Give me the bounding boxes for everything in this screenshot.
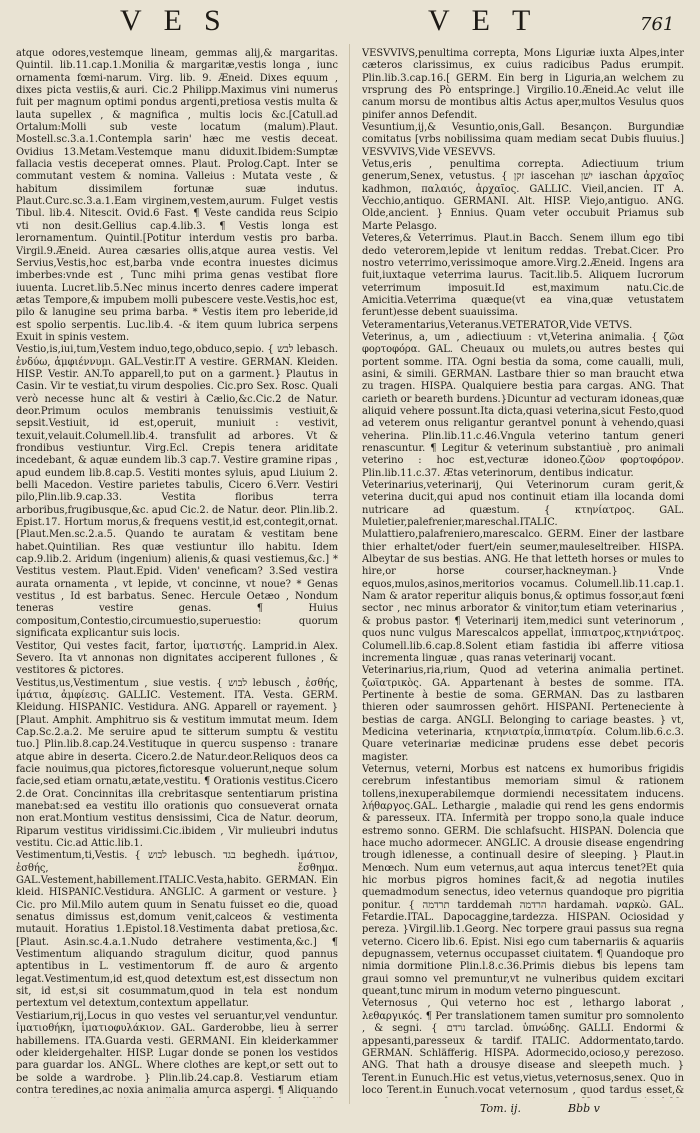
entry-veternus: Veternus, veterni, Morbus est natcens ex humoribus frigidis cerebrum infestantibus memoriam simul & rationem tollens,inexuperabilemque dormiendi necessitatem inducens. λήθαργος.GAL. Lethargie , maladie qui rend les gens endormis & paresseux. ITA. Infermità per troppo sono,la quale induce estremo sonno. GERM. Die schlafsucht. HISPAN. Dolencia que hace mucho adormecer. ANGLIC. A drousie disease engendring trough idlenesse, a continuall desire of sleeping. } Plaut.in Menœch. Num eum veternus,aut aqua intercus tenet?Et quia hic morbus pigros homines facit,& ad negotia inutiles quemadmodum senectus, ideo veternus quandoque pro pigritia ponitur. { תרדמה tarddemah הרדמה hardamah. ναρκὼ. GAL. Fetardie.ITAL. Dapocaggine,tardezza. HISPAN. Ociosidad y pereza. }Virgil.lib.1.Georg. Nec torpere graui passus sua regna veterno. Cicero lib.6. Epist. Nisi ego cum tabernariis & aquariis depugnassem, veternus occupasset ciuitatem. ¶ Quandoque pro nimia dormitione Plin.l.8.c.36.Primis diebus bis lepens tam graui somno vel premuntur,vt ne vulneribus quidem excitari queant,tunc mirum in modum veterno pinguescunt.	[362, 763, 684, 998]
entry-vestitus: Vestitus,us,Vestimentum , siue vestis. { לבוש lebusch , ἐσθής, ἱμάτια, ἀμφίεσις. GALLIC. Vestement. ITA. Vesta. GERM. Kleidung. HISPANIC. Vestidura. ANG. Apparell or rayement. } [Plaut. Amphit. Amphitruo sis & vestitum immutat meum. Idem Cap.Sc.2.a.2. Me seruire apud te sitterum sumptu & vestitu tuo.] Plin.lib.8.cap.24.Vestituque in quercu suspenso : tranare atque abire in deserta. Cicero.2.de Natur.deor.Reliquos deos ca facie nouimus,qua pictores,fictoresque voluerunt,neque solum facie,sed etiam ornatu,ætate,vestitu. ¶ Orationis vestitus.Cicero 2.de Orat. Concinnitas illa crebritasque sententiarum pristina manebat:sed ea vestitu illo orationis quo consueverat ornata non erat.Montium vestitus densissimi, Cica de Natur. deorum, Riparum vestitus viridissimi.Cic.ibidem , Vir mulieubri indutus vestitu. Cic.ad Attic.lib.1.	[16, 677, 338, 849]
footer-tome: Tom. ij.	[480, 1102, 521, 1115]
left-column	[16, 48, 338, 1098]
entry-veteramentarius: Veteramentarius,Veteranus.VETERATOR,Vide VETVS.	[362, 319, 633, 331]
column-divider	[349, 44, 350, 1104]
entry-vesuntium: Vesuntium,ij,& Vesuntio,onis,Gall. Besançon. Burgundiæ comitatus [vrbs nobilissima quam mediam secat Dubis fluuius.] VESVVIVS,Vide VESEVVS.	[362, 122, 684, 158]
entry-vestio: Vestio,is,iui,tum,Vestem induo,tego,obduco,sepio. { לבש lebasch. ἐνδύω, ἀμφιέννυμι. GAL.Vestir.IT A vestire. GERMAN. Kleiden. HISP. Vestir. AN.To apparell,to put on a garment.} Plautus in Casin. Vir te vestiat,tu virum despolies. Cic.pro Sex. Rosc. Quali verò necesse hunc alt & vestiri à Cælio,&c.Cic.2 de Natur. deor.Primum oculos membranis tenuissimis vestiuit,& sepsit.Vestiuit, id est,operuit, muniuit : vestivit, texuit,velauit.Columell.lib.4. transfulit ad arbores. Vt & frondibus vestiuntur. Virg.Ecl. Crepis tenera ariditate incedebant, & aquæ eundem lib.3 cap.7. Vestire gramine ripas , apud eundem lib.8.cap.5. Vestiti montes syluis, apud Liuium 2. belli Macedon. Vestire parietes tabulis, Cicero 6.Verr. Vestiri pilo,Plin.lib.9.cap.33. Vestita floribus terra arboribus,frugibusque,&c. apud Cic.2. de Natur. deor. Plin.lib.2. Epist.17. Hortum morus,& frequens vestit,id est,contegit,ornat. [Plaut.Men.sc.2.a.5. Quando te auratam & vestitam bene habet.Quintilian. Res quæ vestiuntur illo habitu. Idem cap.9.lib.2. Aridum (ingenium) alienis,& quasi vestiemus,&c.] * Vestitus vestem. Plaut.Epid. Viden' veneficam? 3.Sed vestira aurata ornamenta , vt lepide, vt concinne, vt noue? * Genas vestitus , Id est barbatus. Senec. Hercule Oetæo , Nondum teneras vestire genas. ¶ Huius compositum,Contestio,circumuestio,superuestio: quorum significata explicantur suis locis.	[16, 344, 338, 640]
entry-veternosus: Veternosus , Qui veterno hoc est , lethargo laborat , λεθαργικός. ¶ Per translationem tamen sumitur pro somnolento , & segni. { נרדם tarclad. ὑπνώδης. GALLI. Endormi & appesanti,paresseux & tardif. ITALIC. Addormentato,tardo. GERMAN. Schläfferig. HISPA. Adormecido,ocioso,y perezoso. ANG. That hath a drousye disease and sleepeth much. } Terent.in Eunuch.Hic est vetus,vietus,veternosus,senex. Quo in loco Terent.in Eunuch.vocat veternosum , quod tardus esset,&	[362, 998, 684, 1096]
entry-veterinarius-adj: Veterinarius,ria,rium, Quod ad veterina animalia pertinet. ζωϊατρικὸς. GA. Appartenant à bestes de somme. ITA. Pertinente à bestie de soma. GERMAN. Das zu lastbaren thieren oder saumrossen gehört. HISPANI. Perteneciente à bestias de carga. ANGLI. Belonging to cariage beastes. } vt, Medicina veterinaria, κτηνιατρία,ἱππιατρία. Colum.lib.6.c.3. Quare veterinariæ medicinæ prudens esse debet pecoris magister.	[362, 665, 684, 763]
right-column	[362, 48, 684, 1098]
entry-vesuvius: VESVVIVS,penultima correpta, Mons Liguriæ iuxta Alpes,inter cæteros clarissimus, ex cuius radicibus Padus erumpit. Plin.lib.3.cap.16.[ GERM. Ein berg in Liguria,an welchem zu vrsprung des Pò entspringe.] Virgilio.10.Æneid.Ac velut ille canum morsu de montibus altis Actus aper,multos Vesulus quos pinifer annos Defendit.	[362, 48, 684, 121]
entry-veteres: Veteres,& Veterrimus. Plaut.in Bacch. Senem illum ego tibi dedo veterorem,lepide vt lenitum reddas. Trebat.Cicer. Pro nostro veterrimo,verissimoque amore.Virg.2.Æneid. Ingens ara fuit,iuxtaque veterrima laurus. Tacit.lib.5. Aliquem Iucrorum veterrimum imposuit.Id est,maximum natu.Cic.de Amicitia.Veterrima quæque(vt ea vina,quæ vetustatem ferunt)esse debent suauissima.	[362, 233, 684, 319]
entry-veterinarius: Veterinarius,veterinarij, Qui Veterinorum curam gerit,& veterina ducit,qui apud nos continuit etiam illa locanda domi nutricare ad quæstum. { κτηνίατρος. GAL. Muletier,palefrenier,mareschal.ITALIC. Mulattiero,palafreniero,marescalco. GERM. Einer der lastbare thier erhaltet/oder fuert/ein seumer,mauleseltreiber. HISPA. Albeytar de sus bestias. ANG. He that letteth horses or mules to hire,or horse courser,hackneyman.} Vnde equos,mulos,asinos,meritorios vocamus. Columell.lib.11.cap.1. Nam & arator reperitur aliquis bonus,& optimus fossor,aut fœni sector , nec minus arborator & vinitor,tum etiam veterinarius , & probus pastor. ¶ Veterinarij item,medici sunt veterinorum , quos nunc vulgus Marescalcos appellat, ἱππιατρος,κτηνιάτρος. Columell.lib.6.cap.8.Solent etiam fastidia ibi afferre vitiosa incrementa linguæ , quas ranas veterinarij vocant.	[362, 480, 684, 664]
entry-vestimentum: Vestimentum,ti,Vestis. { לבוש lebusch. בגד beghedh. ἱμάτιον, ἐσθής, ἔσθημα. GAL.Vestement,habillement.ITALIC.Vesta,habito. GERMAN. Ein kleid. HISPANIC.Vestidura. ANGLIC. A garment or vesture. } Cic. pro Mil.Milo autem quum in Senatu fuisset eo die, quoad senatus dimissus est,domum venit,calceos & vestimenta mutauit. Horatius 1.Epistol.18.Vestimenta dabat pretiosa,&c.[Plaut. Asin.sc.4.a.1.Nudo detrahere vestimenta,&c.] ¶ Vestimentum aliquando stragulum dicitur, quod pannus aptentibus in L. vestimentorum ff. de auro & argento legat.Vestimentum,id est,quod detextum est,est dissectum non sit, id est,si sit cosummatum,quod in tela est nondum pertextum vel detextum,contextum appellatur.	[16, 850, 338, 1010]
page-number: 761	[640, 14, 675, 35]
footer-signature: Bbb v	[568, 1102, 600, 1115]
entry-vestitor: Vestitor, Qui vestes facit, fartor, ἱματιστής. Lamprid.in Alex. Severo. Ita vt annonas non dignitates acciperent fullones , & vestitores & pictores.	[16, 640, 338, 677]
entry-vestis-end: atque odores,vestemque lineam, gemmas alij,& margaritas. Quintil. lib.11.cap.1.Monilia & margaritæ,vestis longa , iunc ornamenta fœmi-narum. Virg. lib. 9. Æneid. Dixes equum , dixes picta vestiis,& auri. Cic.2 Philipp.Maximus vini numerus fuit per magnum optimi pondus argenti,pretiosa vestis multa & lauta supellex , & magnifica , multis locis &c.[Catull.ad Ortalum:Molli sub veste locatum (malum).Plaut. Mostell.sc.3.a.1.Contempla sarin' hæc me vestis deceat. Ovidius 13.Metam.Vestemque manu diduxit.Ibidem:Sumptæ fallacia vestis deceperat omnes. Plaut. Prolog.Capt. Inter se commutant vestem & nomina. Valleius : Mutata veste , & habitum dissimilem fortunæ suæ indutus. Plaut.Curc.sc.3.a.1.Eam virginem,vestem,aurum. Fulget vestis Tibul. lib.4. Nitescit. Ovid.6 Fast. ¶ Veste candida reus Scipio vti non desit.Gellius cap.4.lib.3. ¶ Vestis longa est lerornamentum. Quintil.[Potitur interdum vestis pro barba. Virgil.9.Æneid. Aurea cæsaries ollis,atque aurea vestis. Vel Servius,Vestis,hoc est,barba vnde econtra inuestes dicimus imberbes:vnde est , Tunc mihi prima genas vestibat flore iuuenta. Lucret.lib.5.Nec minus incerto denres cadere imperat ætas Tempore,& impubem molli pubescere veste.Vestis,hoc est, pilo & lanugine seu prima barba. * Vestis item pro leberide,id est spolio serpentis. Luc.lib.4. -& item quum lubrica serpens Exuit in spinis vestem.	[16, 48, 338, 343]
entry-veterinus: Veterinus, a, um , adiectiuum : vt,Veterina animalia. { ζῶα φορτοφόρα. GAL. Cheuaux ou mulets,ou autres bestes qui portent somme. ITA. Ogni bestia da soma, come caualli, muli, asini, & simili. GERMAN. Lastbare thier so man braucht etwa zu tragen. HISPA. Qualquiere bestia para cargas. ANG. That carieth or beareth burdens.}Dicuntur ad vecturam idoneas,quæ aliquid vehere possunt.Ita dicta,quasi veterina,sicut Festo,quod ad veterem onus religantur gerantvel ponunt à vehendo,quasi veherina. Plin.lib.11.c.46.Vngula veterino tantum generi renascuntur. ¶ Legitur & veterinum substantiuè , pro animali veterino : hoc est,vecturæ idoneo.ζῶον φορτοφόρον. Plin.lib.11.c.37. Ætas veterinorum, dentibus indicatur.	[362, 331, 684, 479]
entry-vetus: Vetus,eris , penultima correpta. Adiectiuum trium generum,Senex, vetustus. { זקן iascehan ישׁן iaschan ἀρχαῖος kadhmon, παλαιός, ἀρχαῖος. GALLIC. Vieil,ancien. IT A. Vecchio,antiquo. GERMANI. Alt. HISP. Viejo,antiguo. ANG. Olde,ancient. } Ennius. Quam veter occubuit Priamus sub Marte Pelasgo.	[362, 159, 684, 232]
entry-vestiarium: Vestiarium,rij,Locus in quo vestes vel seruantur,vel venduntur. ἱματιοθήκη, ἱματιοφυλάκιον. GAL. Garderobbe, lieu à serrer habillemens. ITA.Guarda vesti. GERMANI. Ein kleiderkammer oder kleidergehalter. HISP. Lugar donde se ponen los vestidos para guardar los. ANGL. Where clothes are kept,or sett out to be solde a wardrobe. } Plin.lib.24.cap.8. Vestiarum etiam contra teredines,ac noxia animalia amurca aspergi. ¶ Aliquando	[16, 1010, 338, 1096]
running-head-left: VES	[120, 4, 243, 37]
running-head-right: VET	[428, 4, 553, 37]
